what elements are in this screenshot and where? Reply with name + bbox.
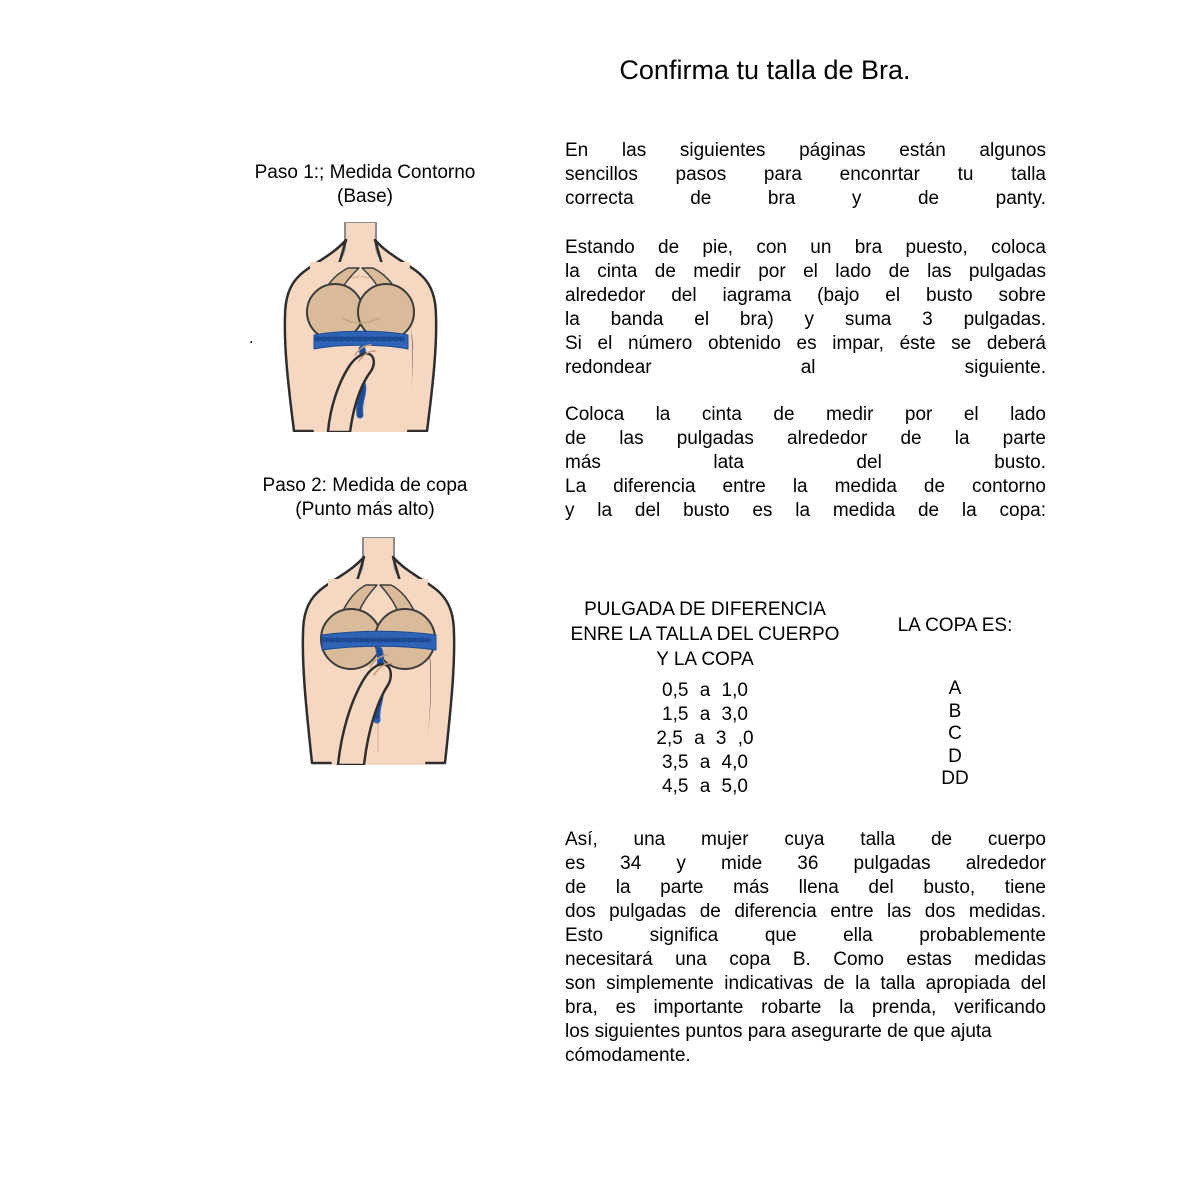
bust-measurement-illustration: [278, 537, 478, 765]
text-line: Coloca la cinta de medir por el lado: [565, 404, 1046, 425]
text-line: la cinta de medir por el lado de las pulgadas: [565, 261, 1046, 282]
step1-caption-line2: (Base): [337, 186, 393, 207]
text-line: dos pulgadas de diferencia entre las dos medidas.: [565, 901, 1046, 922]
text-line: 4,5 a 5,0: [662, 776, 748, 797]
cup-size-table: [565, 597, 1046, 812]
cup-column-header: LA COPA ES:: [897, 615, 1013, 636]
text-line: bra, es importante robarte la prenda, verificando: [565, 997, 1046, 1018]
intro-paragraph: [565, 139, 1046, 211]
step2-caption: [215, 474, 515, 522]
text-line: cómodamente.: [565, 1045, 691, 1066]
step1-instructions-paragraph: [565, 236, 1046, 380]
page-title: Confirma tu talla de Bra.: [619, 55, 911, 85]
text-line: 2,5 a 3 ,0: [656, 728, 754, 749]
step2-caption-line2: (Punto más alto): [295, 499, 435, 520]
text-line: redondear al siguiente.: [565, 357, 1046, 378]
text-line: y la del busto es la medida de la copa:: [565, 500, 1046, 521]
text-line: En las siguientes páginas están algunos: [565, 140, 1046, 161]
text-line: 3,5 a 4,0: [662, 752, 748, 773]
text-line: de la parte más llena del busto, tiene: [565, 877, 1046, 898]
text-line: Si el número obtenido es impar, éste se deberá: [565, 333, 1046, 354]
text-line: la banda el bra) y suma 3 pulgadas.: [565, 309, 1046, 330]
text-line: A: [948, 678, 962, 699]
text-line: Así, una mujer cuya talla de cuerpo: [565, 829, 1046, 850]
text-line: los siguientes puntos para asegurarte de que ajuta: [565, 1021, 992, 1042]
text-line: C: [948, 723, 962, 744]
text-line: Y LA COPA: [656, 649, 754, 670]
underbust-measurement-illustration: [258, 222, 463, 432]
text-line: 1,5 a 3,0: [662, 704, 748, 725]
text-line: son simplemente indicativas de la talla apropiada del: [565, 973, 1046, 994]
step1-caption-line1: Paso 1:; Medida Contorno: [254, 162, 476, 183]
text-line: correcta de bra y de panty.: [565, 188, 1046, 209]
example-paragraph: [565, 828, 1046, 1068]
step2-caption-line1: Paso 2: Medida de copa: [262, 475, 468, 496]
text-line: B: [948, 700, 962, 722]
text-line: necesitará una copa B. Como estas medidas: [565, 949, 1046, 970]
text-line: D: [948, 745, 962, 767]
stray-dot: .: [249, 330, 254, 347]
text-line: 0,5 a 1,0: [662, 680, 748, 701]
difference-values: [565, 679, 845, 799]
text-line: sencillos pasos para enconrtar tu talla: [565, 164, 1046, 185]
text-line: de las pulgadas alrededor de la parte: [565, 428, 1046, 449]
text-line: PULGADA DE DIFERENCIA: [584, 599, 826, 620]
text-line: DD: [941, 768, 969, 789]
text-line: ENRE LA TALLA DEL CUERPO: [570, 624, 840, 645]
step1-caption: [215, 161, 515, 209]
text-line: Esto significa que ella probablemente: [565, 925, 1046, 946]
text-line: alrededor del iagrama (bajo el busto sobre: [565, 285, 1046, 306]
difference-column-header: [565, 597, 845, 672]
text-line: La diferencia entre la medida de contorno: [565, 476, 1046, 497]
text-line: es 34 y mide 36 pulgadas alrededor: [565, 853, 1046, 874]
text-line: Estando de pie, con un bra puesto, coloca: [565, 237, 1046, 258]
text-line: más lata del busto.: [565, 452, 1046, 473]
cup-letters: [865, 678, 1045, 791]
step2-instructions-paragraph: [565, 403, 1046, 523]
